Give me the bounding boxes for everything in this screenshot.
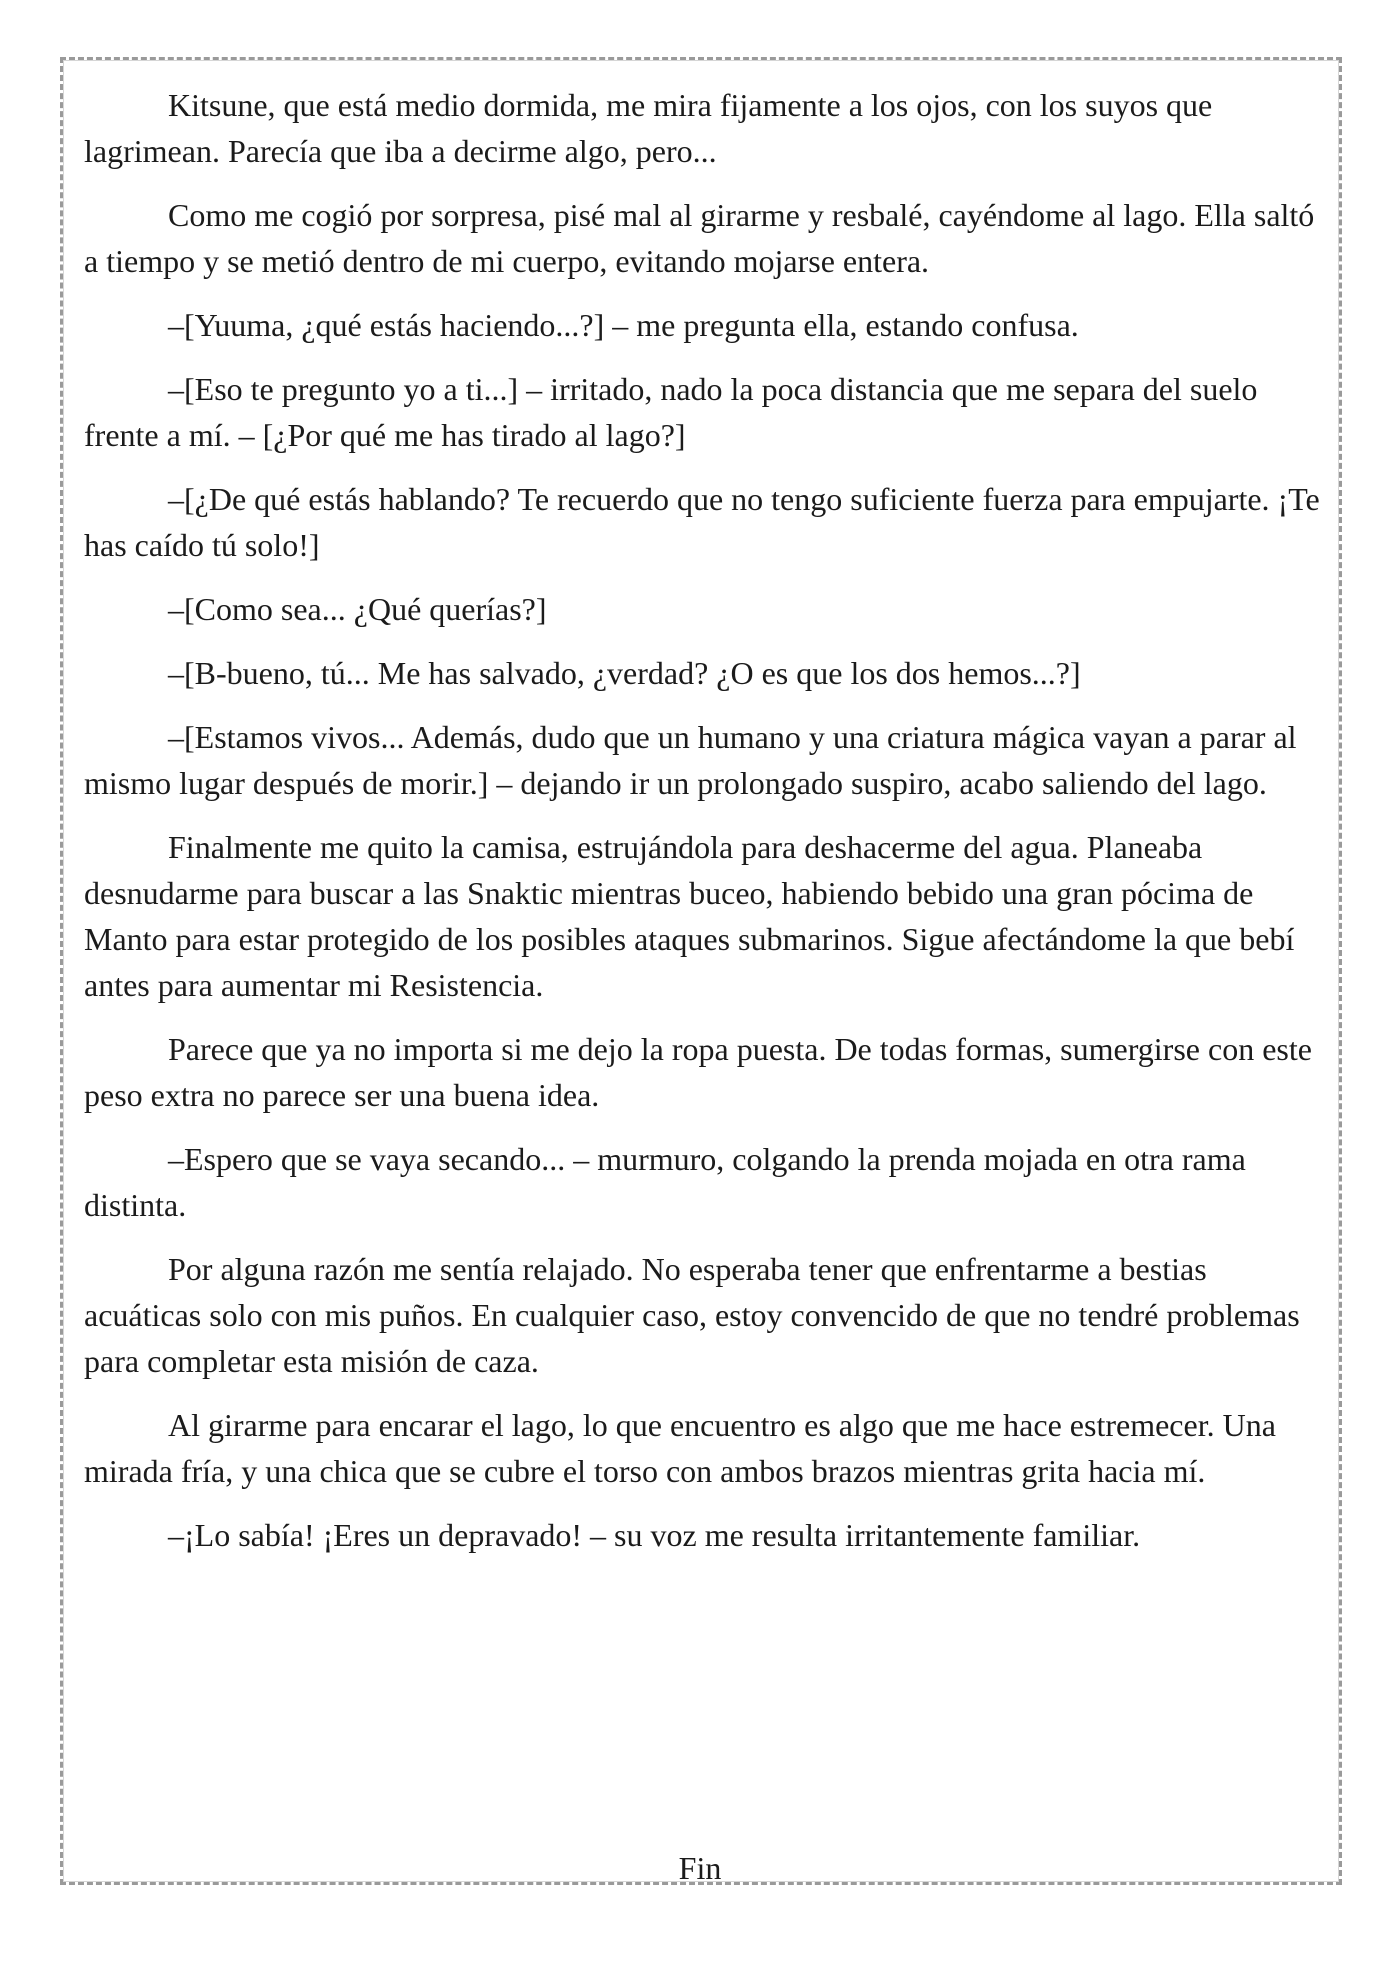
paragraph: –[Yuuma, ¿qué estás haciendo...?] – me pregunta ella, estando confusa. [168, 307, 1079, 343]
paragraph: –[Eso te pregunto yo a ti...] – irritado, nado la poca distancia que me separa del suelo frente a mí. – [¿Por qué me has tirado al lago?] [84, 371, 1258, 453]
paragraph: Como me cogió por sorpresa, pisé mal al girarme y resbalé, cayéndome al lago. Ella saltó a tiempo y se metió dentro de mi cuerpo, evitando mojarse entera. [84, 197, 1315, 279]
paragraph: Parece que ya no importa si me dejo la ropa puesta. De todas formas, sumergirse con este peso extra no parece ser una buena idea. [84, 1031, 1312, 1113]
paragraph: –[B-bueno, tú... Me has salvado, ¿verdad? ¿O es que los dos hemos...?] [168, 655, 1081, 691]
paragraph: –¡Lo sabía! ¡Eres un depravado! – su voz me resulta irritantemente familiar. [168, 1517, 1141, 1553]
paragraph: Por alguna razón me sentía relajado. No esperaba tener que enfrentarme a bestias acuáticas solo con mis puños. En cualquier caso, estoy convencido de que no tendré problemas para completar esta misión de caza. [84, 1251, 1300, 1379]
paragraph: Al girarme para encarar el lago, lo que encuentro es algo que me hace estremecer. Una mirada fría, y una chica que se cubre el torso con ambos brazos mientras grita hacia mí. [84, 1407, 1276, 1489]
paragraph: –[Estamos vivos... Además, dudo que un humano y una criatura mágica vayan a parar al mismo lugar después de morir.] – dejando ir un prolongado suspiro, acabo saliendo del lago. [84, 719, 1297, 801]
paragraph: –Espero que se vaya secando... – murmuro, colgando la prenda mojada en otra rama distinta. [84, 1141, 1246, 1223]
paragraph: –[¿De qué estás hablando? Te recuerdo que no tengo suficiente fuerza para empujarte. ¡Te has caído tú solo!] [84, 481, 1320, 563]
ending-label: Fin [678, 1850, 722, 1886]
paragraph: Kitsune, que está medio dormida, me mira fijamente a los ojos, con los suyos que lagrimean. Parecía que iba a decirme algo, pero... [84, 87, 1213, 169]
story-text [84, 82, 1320, 1576]
paragraph: Finalmente me quito la camisa, estrujándola para deshacerme del agua. Planeaba desnudarme para buscar a las Snaktic mientras buceo, habiendo bebido una gran pócima de Manto para estar protegido de los posibles ataques submarinos. Sigue afectándome la que bebí antes para aumentar mi Resistencia. [84, 829, 1295, 1003]
paragraph: –[Como sea... ¿Qué querías?] [168, 591, 547, 627]
